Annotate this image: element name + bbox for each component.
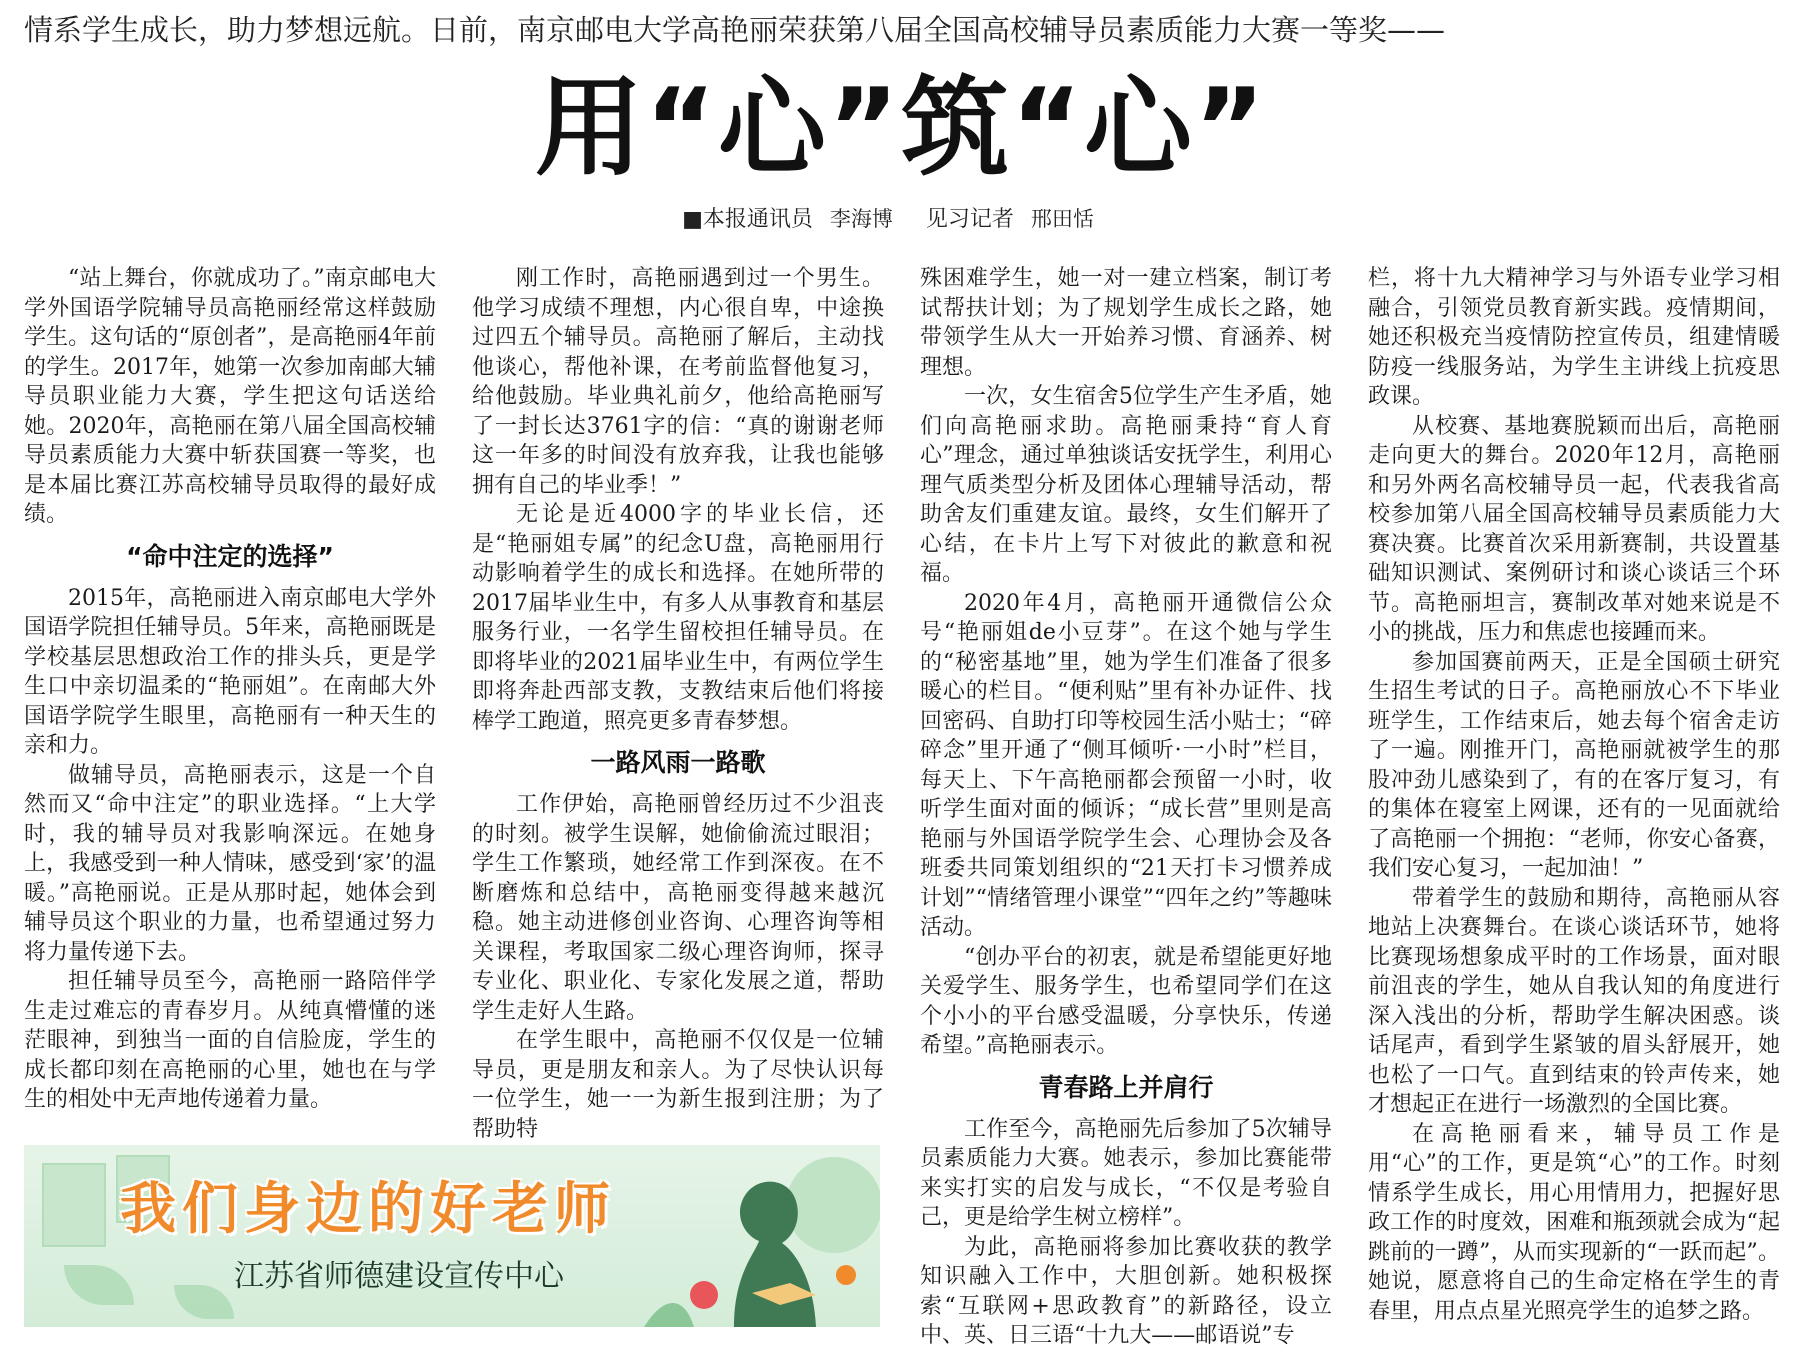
section-heading: “命中注定的选择” (126, 541, 334, 571)
banner-title: 我们身边的好老师 (120, 1177, 616, 1242)
paragraph: 带着学生的鼓励和期待，高艳丽从容地站上决赛舞台。在谈心谈话环节，她将比赛现场想象成平时的工作场景，面对眼前沮丧的学生，她从自我认知的角度进行深入浅出的分析，帮助学生解决困惑。谈话尾声，看到学生紧皱的眉头舒展开，她也松了一口气。直到结束的铃声传来，她才想起正在进行一场激烈的全国比赛。 (1368, 885, 1780, 1117)
section-heading: 一路风雨一路歌 (590, 748, 766, 777)
paragraph: 参加国赛前两天，正是全国硕士研究生招生考试的日子。高艳丽放心不下毕业班学生，工作结束后，她去每个宿舍走访了一遍。刚推开门，高艳丽就被学生的那股冲劲儿感染到了，有的在客厅复习，有的集体在寝室上网课，还有的一见面就给了高艳丽一个拥抱：“老师，你安心备赛，我们安心复习，一起加油！” (1368, 649, 1780, 881)
paragraph: 刚工作时，高艳丽遇到过一个男生。他学习成绩不理想，内心很自卑，中途换过四五个辅导员。高艳丽了解后，主动找他谈心，帮他补课，在考前监督他复习，给他鼓励。毕业典礼前夕，他给高艳丽写了一封长达3761字的信：“真的谢谢老师这一年多的时间没有放弃我，让我也能够拥有自己的毕业季！” (472, 266, 884, 498)
paragraph: 做辅导员，高艳丽表示，这是一个自然而又“命中注定”的职业选择。“上大学时，我的辅导员对我影响深远。在她身上，我感受到一种人情味，感受到‘家’的温暖。”高艳丽说。正是从那时起，她体会到辅导员这个职业的力量，也希望通过努力将力量传递下去。 (24, 762, 436, 965)
article-column-2 (472, 264, 884, 1144)
teacher-reading-illustration (584, 1145, 880, 1327)
paragraph: 从校赛、基地赛脱颖而出后，高艳丽走向更大的舞台。2020年12月，高艳丽和另外两名高校辅导员一起，代表我省高校参加第八届全国高校辅导员素质能力大赛决赛。比赛首次采用新赛制，共设置基础知识测试、案例研讨和谈心谈话三个环节。高艳丽坦言，赛制改革对她来说是不小的挑战，压力和焦虑也接踵而来。 (1368, 413, 1780, 645)
paragraph-continued: 殊困难学生，她一对一建立档案，制订考试帮扶计划；为了规划学生成长之路，她带领学生从大一开始养习惯、育涵养、树理想。 (920, 266, 1332, 380)
section-heading: 青春路上并肩行 (1038, 1072, 1214, 1102)
article-byline (0, 204, 1802, 235)
article-headline: 用“心”筑“心” (535, 66, 1267, 191)
leaf-decoration (64, 1265, 134, 1305)
paragraph: 工作伊始，高艳丽曾经历过不少沮丧的时刻。被学生误解，她偷偷流过眼泪；学生工作繁琐，她经常工作到深夜。在不断磨炼和总结中，高艳丽变得越来越沉稳。她主动进修创业咨询、心理咨询等相关课程，考取国家二级心理咨询师，探寻专业化、职业化、专家化发展之道，帮助学生走好人生路。 (472, 792, 884, 1024)
paragraph: 为此，高艳丽将参加比赛收获的教学知识融入工作中，大胆创新。她积极探索“互联网+思政教育”的新路径，设立中、英、日三语“十九大——邮语说”专 (920, 1234, 1332, 1348)
byline-label-reporter: 见习记者 (925, 207, 1014, 232)
paragraph: 一次，女生宿舍5位学生产生矛盾，她们向高艳丽求助。高艳丽秉持“育人育心”理念，通过单独谈话安抚学生，利用心理气质类型分析及团体心理辅导活动，帮助舍友们重建友谊。最终，女生们解开了心结，在卡片上写下对彼此的歉意和祝福。 (920, 384, 1332, 586)
paragraph: 担任辅导员至今，高艳丽一路陪伴学生走过难忘的青春岁月。从纯真懵懂的迷茫眼神，到独当一面的自信脸庞，学生的成长都印刻在高艳丽的心里，她也在与学生的相处中无声地传递着力量。 (24, 969, 436, 1112)
paragraph: “创办平台的初衷，就是希望能更好地关爱学生、服务学生，也希望同学们在这个小小的平台感受温暖，分享快乐，传递希望。”高艳丽表示。 (920, 944, 1332, 1058)
banner-subtitle: 江苏省师德建设宣传中心 (234, 1259, 564, 1294)
article-column-3 (920, 264, 1332, 1351)
paragraph: “站上舞台，你就成功了。”南京邮电大学外国语学院辅导员高艳丽经常这样鼓励学生。这句话的“原创者”，是高艳丽4年前的学生。2017年，她第一次参加南邮大辅导员职业能力大赛，学生把这句话送给她。2020年，高艳丽在第八届全国高校辅导员素质能力大赛中斩获国赛一等奖，也是本届比赛江苏高校辅导员取得的最好成绩。 (24, 266, 436, 527)
paragraph: 2020年4月，高艳丽开通微信公众号“艳丽姐de小豆芽”。在这个她与学生的“秘密基地”里，她为学生们准备了很多暖心的栏目。“便利贴”里有补办证件、找回密码、自助打印等校园生活小贴士；“碎碎念”里开通了“侧耳倾听·一小时”栏目，每天上、下午高艳丽都会预留一小时，收听学生面对面的倾诉；“成长营”里则是高艳丽与外国语学院学生会、心理协会及各班委共同策划组织的“21天打卡习惯养成计划”“情绪管理小课堂”“四年之约”等趣味活动。 (920, 590, 1332, 940)
byline-label-correspondent: ■本报通讯员 (682, 207, 813, 232)
paragraph-continued: 栏，将十九大精神学习与外语专业学习相融合，引领党员教育新实践。疫情期间，她还积极充当疫情防控宣传员，组建情暖防疫一线服务站，为学生主讲线上抗疫思政课。 (1368, 266, 1780, 409)
paragraph: 无论是近4000字的毕业长信，还是“艳丽姐专属”的纪念U盘，高艳丽用行动影响着学生的成长和选择。在她所带的2017届毕业生中，有多人从事教育和基层服务行业，一名学生留校担任辅导员。在即将毕业的2021届毕业生中，有两位学生即将奔赴西部支教，支教结束后他们将接棒学工跑道，照亮更多青春梦想。 (472, 502, 884, 734)
good-teacher-banner (24, 1145, 880, 1327)
article-column-4 (1368, 264, 1780, 1326)
paragraph: 2015年，高艳丽进入南京邮电大学外国语学院担任辅导员。5年来，高艳丽既是学校基层思想政治工作的排头兵，更是学生口中亲切温柔的“艳丽姐”。在南邮大外国语学院学生眼里，高艳丽有一种天生的亲和力。 (24, 585, 436, 758)
byline-name-correspondent: 李海博 (829, 207, 893, 231)
decorative-frame (42, 1163, 106, 1247)
leaf-decoration (174, 1285, 234, 1319)
paragraph: 在学生眼中，高艳丽不仅仅是一位辅导员，更是朋友和亲人。为了尽快认识每一位学生，她一一为新生报到注册；为了帮助特 (472, 1028, 884, 1142)
paragraph: 工作至今，高艳丽先后参加了5次辅导员素质能力大赛。她表示，参加比赛能带来实打实的启发与成长，“不仅是考验自己，更是给学生树立榜样”。 (920, 1116, 1332, 1230)
paragraph: 在高艳丽看来，辅导员工作是用“心”的工作，更是筑“心”的工作。时刻情系学生成长，用心用情用力，把握好思政工作的时度效，困难和瓶颈就会成为“起跳前的一蹲”，从而实现新的“一跃而起”。她说，愿意将自己的生命定格在学生的青春里，用点点星光照亮学生的追梦之路。 (1368, 1121, 1780, 1324)
article-column-1 (24, 264, 436, 1115)
article-kicker: 情系学生成长，助力梦想远航。日前，南京邮电大学高艳丽荣获第八届全国高校辅导员素质能力大赛一等奖—— (24, 13, 1446, 47)
byline-name-reporter: 邢田恬 (1030, 207, 1094, 231)
